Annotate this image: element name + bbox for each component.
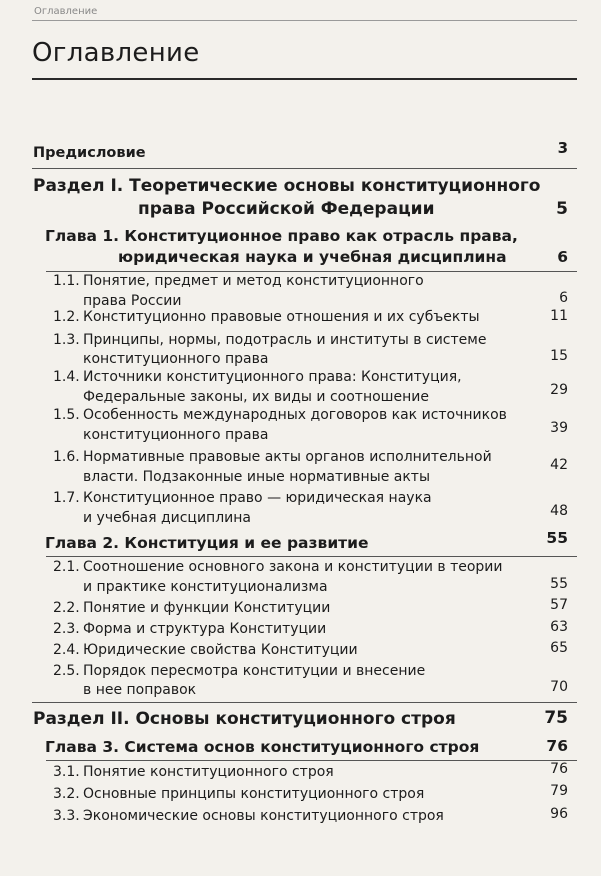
toc-section-2-1-line1: 2.1. Соотношение основного закона и конституции в теории	[53, 559, 503, 575]
toc-section-1-2-page: 11	[550, 308, 568, 324]
toc-section-3-2-line1: 3.2. Основные принципы конституционного строя	[53, 786, 425, 802]
toc-section-1-3-line1: 1.3. Принципы, нормы, подотрасль и институты в системе	[53, 332, 487, 348]
toc-section-1-5-line2: конституционного права	[83, 427, 269, 443]
toc-section-1-6-line2: власти. Подзаконные иные нормативные акты	[83, 469, 431, 485]
toc-section-1-7-page: 48	[550, 503, 568, 519]
toc-section-3-1-line1: 3.1. Понятие конституционного строя	[53, 764, 334, 780]
toc-preface-page: 3	[557, 139, 568, 157]
toc-section-1-3-line2: конституционного права	[83, 351, 269, 367]
separator	[32, 702, 577, 703]
toc-section-2-5-page: 70	[550, 679, 568, 695]
toc-part1-line2: права Российской Федерации	[138, 199, 435, 219]
toc-section-1-6-line1: 1.6. Нормативные правовые акты органов исполнительной	[53, 449, 492, 465]
toc-section-1-2-line1: 1.2. Конституционно правовые отношения и их субъекты	[53, 309, 480, 325]
toc-chapter1-line2: юридическая наука и учебная дисциплина	[118, 248, 507, 266]
toc-section-3-3-line1: 3.3. Экономические основы конституционного строя	[53, 808, 444, 824]
toc-section-1-5-page: 39	[550, 420, 568, 436]
toc-section-3-3-page: 96	[550, 806, 568, 822]
toc-section-2-2-line1: 2.2. Понятие и функции Конституции	[53, 600, 331, 616]
toc-section-1-4-line1: 1.4. Источники конституционного права: Конституция,	[53, 369, 462, 385]
toc-section-3-1-page: 76	[550, 761, 568, 777]
toc-preface-label: Предисловие	[33, 145, 146, 161]
toc-chapter1-page: 6	[557, 248, 568, 266]
separator	[46, 760, 577, 761]
toc-section-1-1-line1: 1.1. Понятие, предмет и метод конституционного	[53, 273, 424, 289]
toc-section-1-1-page: 6	[559, 290, 568, 306]
toc-section-2-4-line1: 2.4. Юридические свойства Конституции	[53, 642, 358, 658]
toc-part2-line1: Раздел II. Основы конституционного строя	[33, 709, 456, 729]
title-rule	[32, 78, 577, 80]
toc-section-2-5-line1: 2.5. Порядок пересмотра конституции и внесение	[53, 663, 426, 679]
toc-section-2-3-line1: 2.3. Форма и структура Конституции	[53, 621, 327, 637]
page-title: Оглавление	[32, 38, 200, 68]
toc-section-1-4-line2: Федеральные законы, их виды и соотношение	[83, 389, 429, 405]
header-rule	[32, 20, 577, 21]
toc-chapter2-line1: Глава 2. Конституция и ее развитие	[45, 534, 369, 552]
toc-chapter2-page: 55	[546, 529, 568, 547]
toc-section-1-7-line2: и учебная дисциплина	[83, 510, 251, 526]
toc-chapter3-line1: Глава 3. Система основ конституционного строя	[45, 738, 480, 756]
toc-chapter3-page: 76	[546, 737, 568, 755]
running-header: Оглавление	[34, 6, 98, 17]
toc-section-2-4-page: 65	[550, 640, 568, 656]
toc-section-2-3-page: 63	[550, 619, 568, 635]
toc-section-2-2-page: 57	[550, 597, 568, 613]
toc-section-1-4-page: 29	[550, 382, 568, 398]
toc-section-2-1-line2: и практике конституционализма	[83, 579, 328, 595]
toc-section-1-5-line1: 1.5. Особенность международных договоров как источников	[53, 407, 507, 423]
toc-section-1-1-line2: права России	[83, 293, 182, 309]
toc-section-1-7-line1: 1.7. Конституционное право — юридическая наука	[53, 490, 432, 506]
toc-section-2-1-page: 55	[550, 576, 568, 592]
toc-part1-page: 5	[556, 199, 568, 219]
toc-part2-page: 75	[544, 708, 568, 728]
toc-section-1-6-page: 42	[550, 457, 568, 473]
separator	[32, 168, 577, 169]
toc-section-2-5-line2: в нее поправок	[83, 682, 197, 698]
toc-part1-line1: Раздел I. Теоретические основы конституционного	[33, 176, 541, 196]
toc-chapter1-line1: Глава 1. Конституционное право как отрасль права,	[45, 227, 518, 245]
toc-section-3-2-page: 79	[550, 783, 568, 799]
toc-section-1-3-page: 15	[550, 348, 568, 364]
